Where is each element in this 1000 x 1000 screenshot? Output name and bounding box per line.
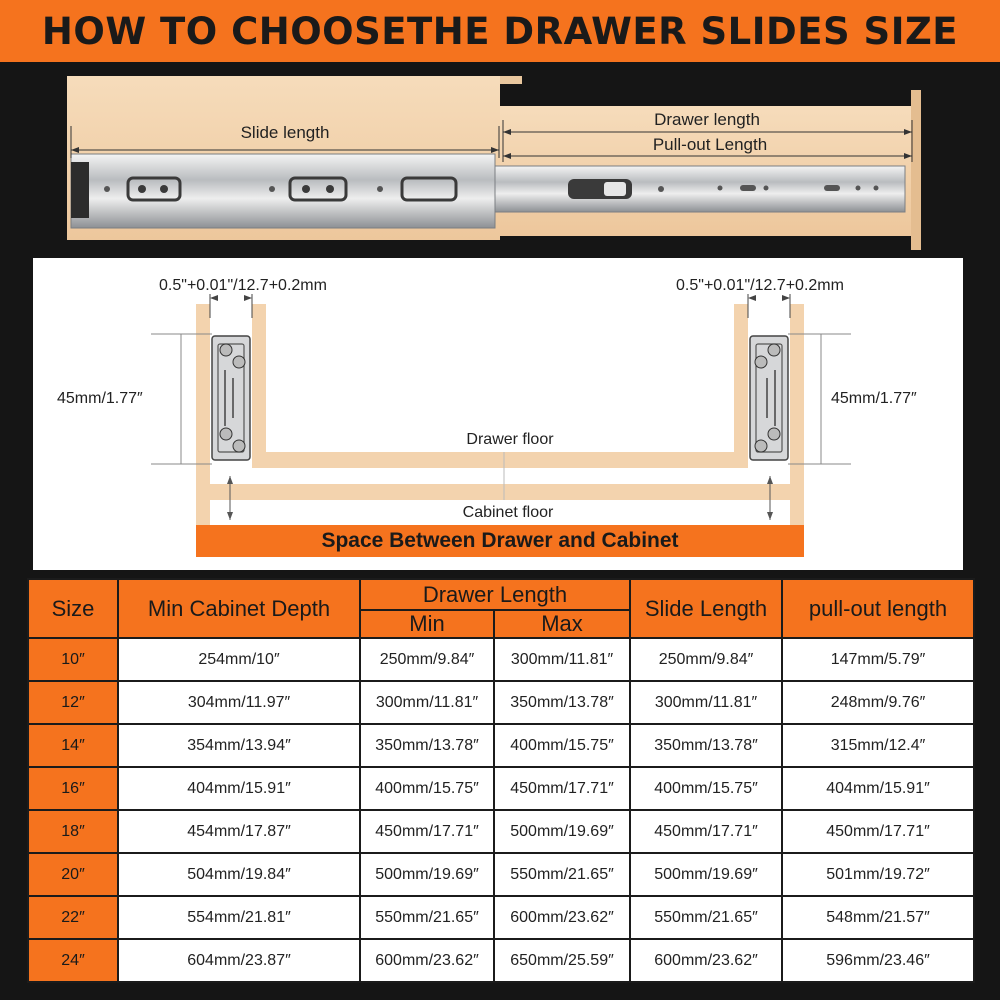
pullout-length-cell: 596mm/23.46″	[782, 939, 974, 982]
slide-length-cell: 250mm/9.84″	[630, 638, 782, 681]
outer-slide-rail	[71, 154, 495, 228]
slide-length-cell: 550mm/21.65″	[630, 896, 782, 939]
drawer-floor	[252, 452, 748, 468]
header-size: Size	[28, 579, 118, 638]
cabinet-top-edge	[500, 76, 522, 84]
height-label-left: 45mm/1.77″	[57, 390, 143, 407]
slide-hole	[718, 186, 723, 191]
pullout-length-cell: 315mm/12.4″	[782, 724, 974, 767]
ball-bearing	[768, 428, 780, 440]
slide-hole	[764, 186, 769, 191]
header-min-cabinet-depth: Min Cabinet Depth	[118, 579, 360, 638]
drawer-min-cell: 450mm/17.71″	[360, 810, 494, 853]
min-cabinet-depth-cell: 554mm/21.81″	[118, 896, 360, 939]
min-cabinet-depth-cell: 304mm/11.97″	[118, 681, 360, 724]
table-body	[28, 638, 974, 982]
pullout-length-label: Pull-out Length	[652, 135, 768, 154]
ball-bearing	[220, 428, 232, 440]
size-cell: 12″	[28, 681, 118, 724]
drawer-min-cell: 350mm/13.78″	[360, 724, 494, 767]
drawer-max-cell: 450mm/17.71″	[494, 767, 630, 810]
ball-bearing	[755, 356, 767, 368]
table-row	[28, 638, 974, 681]
slide-hole	[658, 186, 664, 192]
slide-hole	[740, 185, 756, 191]
pullout-length-cell: 147mm/5.79″	[782, 638, 974, 681]
min-cabinet-depth-cell: 404mm/15.91″	[118, 767, 360, 810]
cabinet-floor	[196, 484, 804, 500]
slide-hole	[104, 186, 110, 192]
slide-end-cap	[71, 162, 89, 218]
min-cabinet-depth-cell: 454mm/17.87″	[118, 810, 360, 853]
drawer-max-cell: 650mm/25.59″	[494, 939, 630, 982]
slide-illustration	[0, 62, 1000, 258]
table-row	[28, 681, 974, 724]
table-row	[28, 810, 974, 853]
table-row	[28, 939, 974, 982]
slide-length-label: Slide length	[240, 123, 330, 142]
drawer-max-cell: 350mm/13.78″	[494, 681, 630, 724]
size-cell: 16″	[28, 767, 118, 810]
size-cell: 22″	[28, 896, 118, 939]
title-banner	[0, 0, 1000, 62]
cross-section-diagram	[33, 258, 963, 570]
ball-bearing	[233, 356, 245, 368]
slide-length-cell: 300mm/11.81″	[630, 681, 782, 724]
drawer-min-cell: 250mm/9.84″	[360, 638, 494, 681]
drawer-min-cell: 550mm/21.65″	[360, 896, 494, 939]
drawer-floor-label: Drawer floor	[466, 431, 554, 448]
ball-bearing	[233, 440, 245, 452]
drawer-length-label: Drawer length	[654, 110, 760, 129]
pullout-length-cell: 248mm/9.76″	[782, 681, 974, 724]
space-between-label: Space Between Drawer and Cabinet	[321, 529, 679, 552]
size-cell: 10″	[28, 638, 118, 681]
table-row	[28, 853, 974, 896]
drawer-wall-left	[252, 304, 266, 468]
header-drawer-max: Max	[494, 610, 630, 638]
ball-bearing	[220, 344, 232, 356]
slide-length-cell: 450mm/17.71″	[630, 810, 782, 853]
slide-hole	[160, 185, 168, 193]
slide-hole	[874, 186, 879, 191]
slide-hole	[824, 185, 840, 191]
table-row	[28, 896, 974, 939]
header-drawer-min: Min	[360, 610, 494, 638]
size-spec-table	[27, 578, 975, 983]
size-cell: 20″	[28, 853, 118, 896]
size-cell: 14″	[28, 724, 118, 767]
pullout-length-cell: 501mm/19.72″	[782, 853, 974, 896]
gap-label-right: 0.5"+0.01"/12.7+0.2mm	[676, 277, 844, 294]
drawer-max-cell: 500mm/19.69″	[494, 810, 630, 853]
slide-hole	[302, 185, 310, 193]
pullout-length-cell: 404mm/15.91″	[782, 767, 974, 810]
slide-length-cell: 400mm/15.75″	[630, 767, 782, 810]
inner-slide-rail	[495, 166, 905, 212]
pullout-length-cell: 450mm/17.71″	[782, 810, 974, 853]
slide-hole	[377, 186, 383, 192]
drawer-wall-right	[734, 304, 748, 468]
drawer-max-cell: 300mm/11.81″	[494, 638, 630, 681]
slide-hole	[604, 182, 626, 196]
drawer-max-cell: 550mm/21.65″	[494, 853, 630, 896]
table-row	[28, 767, 974, 810]
drawer-min-cell: 600mm/23.62″	[360, 939, 494, 982]
slide-hole	[856, 186, 861, 191]
gap-label-left: 0.5"+0.01"/12.7+0.2mm	[159, 277, 327, 294]
ball-bearing	[768, 344, 780, 356]
pullout-length-cell: 548mm/21.57″	[782, 896, 974, 939]
height-label-right: 45mm/1.77″	[831, 390, 917, 407]
header-slide-length: Slide Length	[630, 579, 782, 638]
drawer-min-cell: 400mm/15.75″	[360, 767, 494, 810]
slide-hole	[269, 186, 275, 192]
ball-bearing	[755, 440, 767, 452]
drawer-min-cell: 500mm/19.69″	[360, 853, 494, 896]
drawer-max-cell: 400mm/15.75″	[494, 724, 630, 767]
table-row	[28, 724, 974, 767]
header-drawer-length: Drawer Length	[360, 579, 630, 610]
header-pullout-length: pull-out length	[782, 579, 974, 638]
drawer-min-cell: 300mm/11.81″	[360, 681, 494, 724]
min-cabinet-depth-cell: 254mm/10″	[118, 638, 360, 681]
space-between-banner	[196, 525, 804, 557]
slide-hole	[326, 185, 334, 193]
min-cabinet-depth-cell: 354mm/13.94″	[118, 724, 360, 767]
page-title: HOW TO CHOOSETHE DRAWER SLIDES SIZE	[41, 9, 959, 53]
slide-hole	[138, 185, 146, 193]
slide-length-cell: 500mm/19.69″	[630, 853, 782, 896]
cross-section-panel	[33, 258, 963, 570]
min-cabinet-depth-cell: 604mm/23.87″	[118, 939, 360, 982]
drawer-front-edge	[911, 90, 921, 250]
cabinet-floor-label: Cabinet floor	[462, 504, 554, 521]
min-cabinet-depth-cell: 504mm/19.84″	[118, 853, 360, 896]
slide-length-cell: 600mm/23.62″	[630, 939, 782, 982]
drawer-max-cell: 600mm/23.62″	[494, 896, 630, 939]
size-cell: 24″	[28, 939, 118, 982]
size-cell: 18″	[28, 810, 118, 853]
slide-length-cell: 350mm/13.78″	[630, 724, 782, 767]
